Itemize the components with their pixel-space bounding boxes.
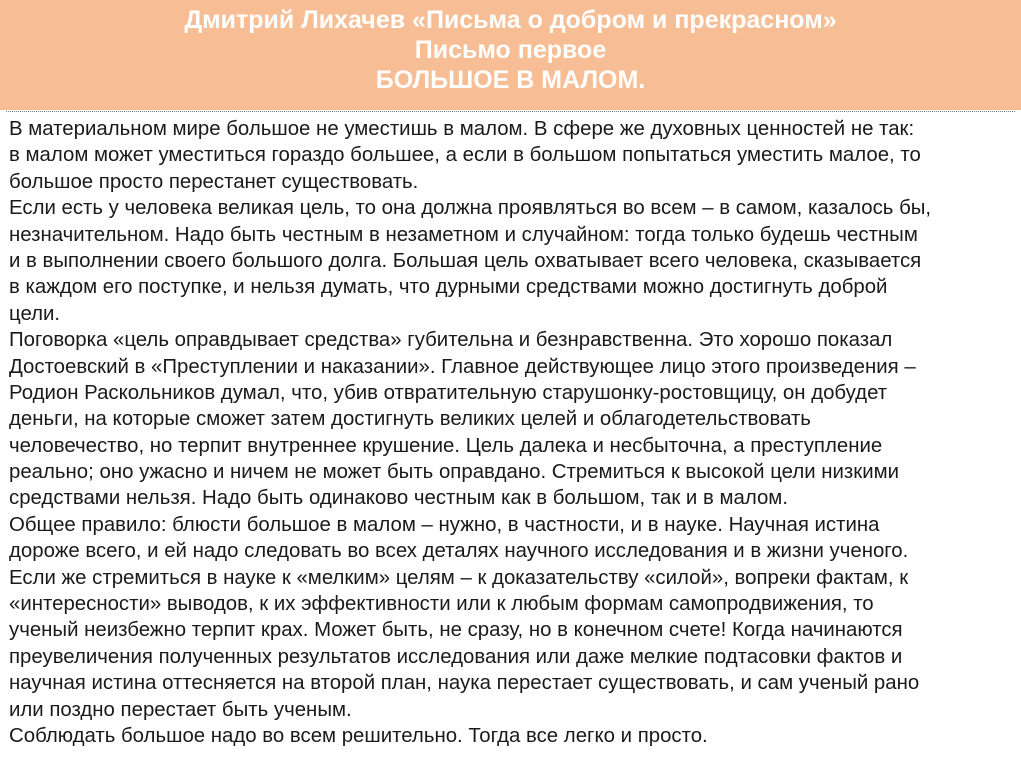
text-line: Соблюдать большое надо во всем решительно. Тогда все легко и просто.	[9, 724, 708, 747]
text-line: цели.	[9, 302, 61, 325]
text-line: Если есть у человека великая цель, то она должна проявляться во всем – в самом, казалось бы,	[9, 197, 932, 220]
text-line: научная истина оттесняется на второй план, наука перестает существовать, и сам ученый рано	[9, 672, 920, 695]
text-line: Родион Раскольников думал, что, убив отвратительную старушонку-ростовщицу, он добудет	[9, 381, 888, 404]
text-line: дороже всего, и ей надо следовать во всех деталях научного исследования и в жизни ученого.	[9, 540, 909, 563]
text-line: Достоевский в «Преступлении и наказании». Главное действующее лицо этого произведения –	[9, 355, 916, 378]
text-line: ученый неизбежно терпит крах. Может быть, не сразу, но в конечном счете! Когда начинаются	[9, 619, 903, 642]
text-line: преувеличения полученных результатов исследования или даже мелкие подтасовки фактов и	[9, 645, 903, 668]
text-line: В материальном мире большое не уместишь в малом. В сфере же духовных ценностей не так:	[9, 118, 915, 140]
text-line: в каждом его поступке, и нельзя думать, что дурными средствами можно достигнуть доброй	[9, 276, 888, 299]
text-line: и в выполнении своего большого долга. Большая цель охватывает всего человека, сказывается	[9, 249, 922, 272]
text-line: средствами нельзя. Надо быть одинаково честным как в большом, так и в малом.	[9, 487, 788, 510]
text-line: большое просто перестанет существовать.	[9, 170, 419, 193]
title-author-and-book: Дмитрий Лихачев «Письма о добром и прекрасном»	[184, 6, 837, 34]
letter-text	[9, 116, 1017, 749]
text-line: или поздно перестает быть ученым.	[9, 698, 352, 721]
text-line: в малом может уместиться гораздо большее, а если в большом попытаться уместить малое, то	[9, 144, 921, 167]
text-line: незначительном. Надо быть честным в незаметном и случайном: тогда только будешь честным	[9, 223, 918, 246]
text-line: Если же стремиться в науке к «мелким» целям – к доказательству «силой», вопреки фактам, к	[9, 566, 909, 589]
text-line: Общее правило: блюсти большое в малом – нужно, в частности, и в науке. Научная истина	[9, 513, 880, 536]
title-banner	[0, 0, 1021, 110]
text-line: деньги, на которые сможет затем достигнуть великих целей и облагодетельствовать	[9, 408, 811, 431]
title-letter-number: Письмо первое	[414, 36, 607, 64]
text-line: Поговорка «цель оправдывает средства» губительна и безнравственна. Это хорошо показал	[9, 329, 893, 352]
text-line: человечество, но терпит внутреннее крушение. Цель далека и несбыточна, а преступление	[9, 434, 883, 457]
text-line: реально; оно ужасно и ничем не может быть оправдано. Стремиться к высокой цели низкими	[9, 461, 899, 484]
divider	[6, 111, 1015, 112]
text-line: «интересности» выводов, к их эффективности или к любым формам самопродвижения, то	[9, 593, 874, 616]
title-letter-name: БОЛЬШОЕ В МАЛОМ.	[375, 66, 646, 94]
